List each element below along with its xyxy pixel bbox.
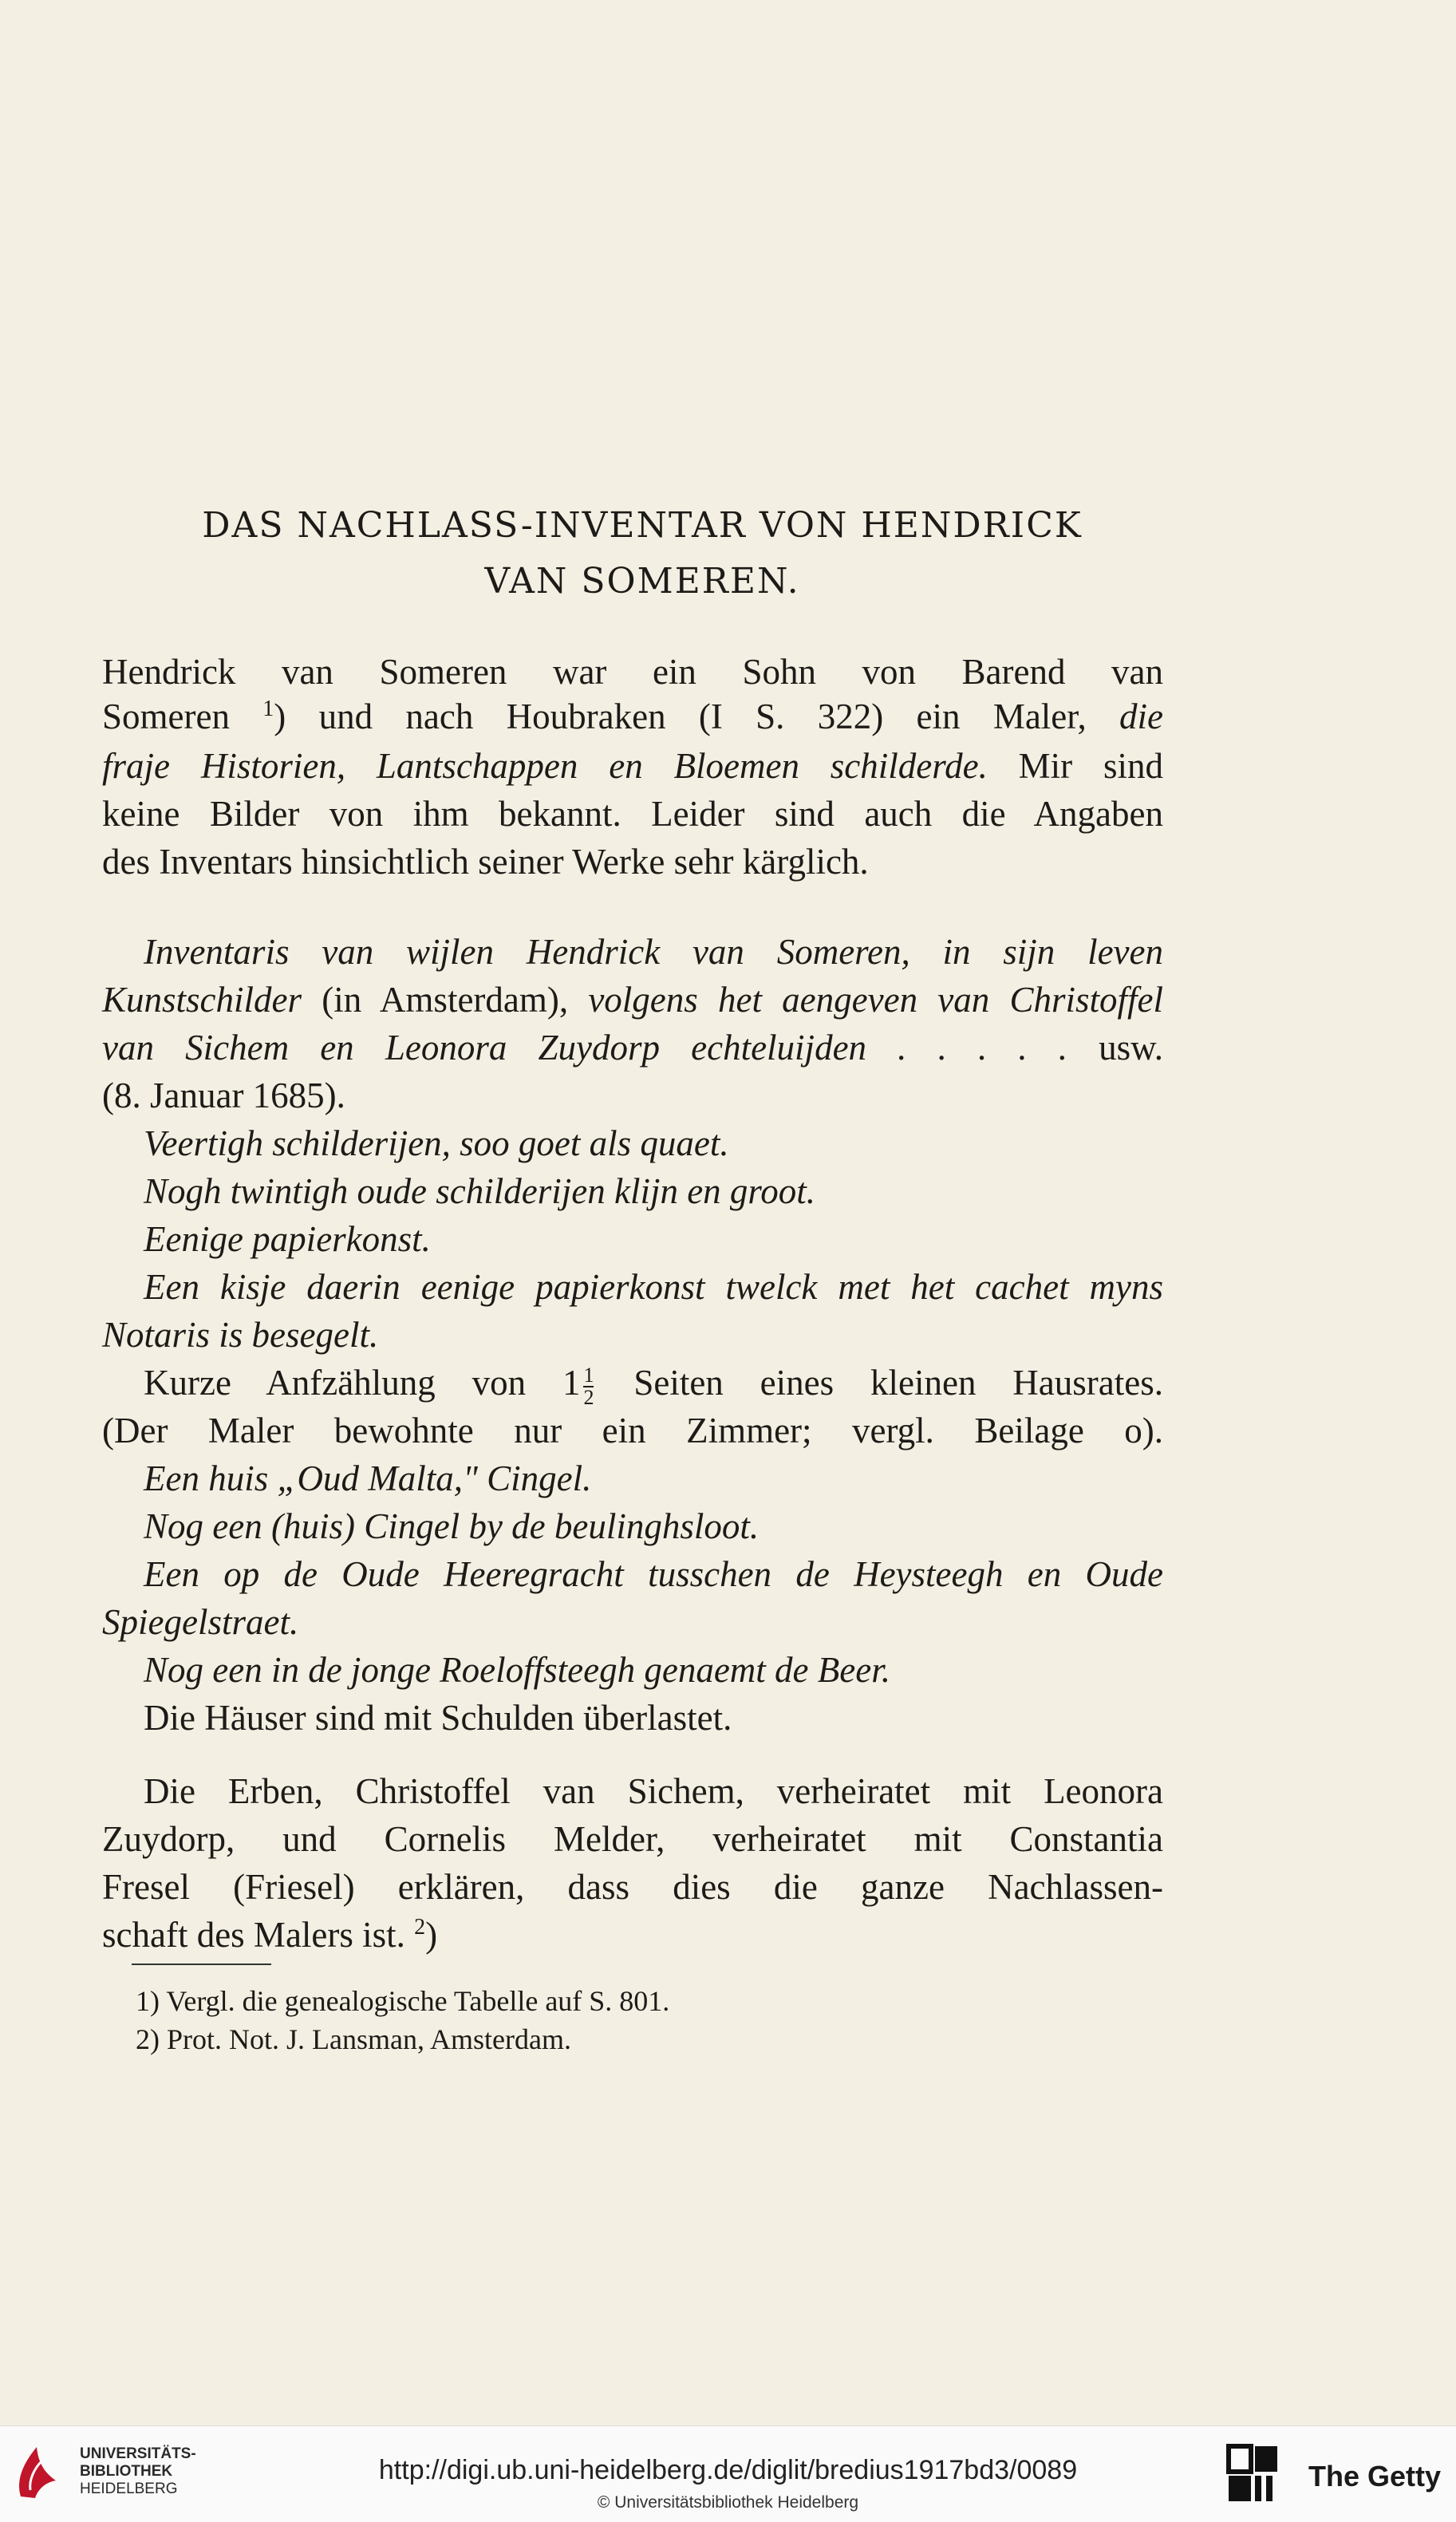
- inventory-line-14: Een op de Oude Heeregracht tusschen de Heysteegh en Oude: [144, 1554, 1163, 1594]
- inventory-line-15: Spiegelstraet.: [102, 1602, 299, 1642]
- inventory-line-10: Kurze Anfzählung von 1 $\frac{1}{2}$ Seiten eines kleinen Hausrates.: [144, 1363, 1163, 1409]
- document-url-link[interactable]: http://digi.ub.uni-heidelberg.de/diglit/bredius1917bd3/0089: [378, 2455, 1078, 2485]
- inventory-line-4: (8. Januar 1685).: [102, 1076, 345, 1115]
- footer-bar: [0, 2425, 1456, 2522]
- para2-line-4: schaft des Malers ist. $^2$): [102, 1915, 438, 1955]
- getty-name: The Getty: [1308, 2460, 1442, 2492]
- inventory-line-17: Die Häuser sind mit Schulden überlastet.: [144, 1698, 732, 1738]
- fraction-one-half: $\frac{1}{2}$: [583, 1363, 594, 1409]
- inventory-line-8: Een kisje daerin eenige papierkonst twelck met het cachet myns: [144, 1267, 1163, 1307]
- footnote-1: 1) Vergl. die genealogische Tabelle auf S. 801.: [136, 1985, 670, 2017]
- inventory-line-2: Kunstschilder (in Amsterdam), volgens het aengeven van Christoffel: [102, 980, 1163, 1020]
- inventory-line-6: Nogh twintigh oude schilderijen klijn en groot.: [144, 1171, 816, 1211]
- copyright-notice: © Universitätsbibliothek Heidelberg: [597, 2493, 859, 2512]
- para1-line-5: des Inventars hinsichtlich seiner Werke sehr kärglich.: [102, 842, 869, 882]
- para2-line-3: Fresel (Friesel) erklären, dass dies die ganze Nachlassen-: [102, 1867, 1163, 1907]
- para2-line-2: Zuydorp, und Cornelis Melder, verheiratet mit Constantia: [102, 1819, 1163, 1859]
- getty-logo-icon: [1225, 2442, 1280, 2506]
- inventory-line-1: Inventaris van wijlen Hendrick van Someren, in sijn leven: [144, 932, 1163, 972]
- para1-line-2: Someren $^1$) und nach Houbraken (I S. 322) ein Maler, die: [102, 697, 1163, 736]
- para1-line-4: keine Bilder von ihm bekannt. Leider sind auch die Angaben: [102, 794, 1163, 834]
- inventory-line-9: Notaris is besegelt.: [102, 1315, 379, 1355]
- inventory-line-5: Veertigh schilderijen, soo goet als quaet.: [144, 1123, 729, 1163]
- inventory-line-11: (Der Maler bewohnte nur ein Zimmer; vergl. Beilage o).: [102, 1411, 1163, 1450]
- footnote-ref-2: 2: [414, 1915, 426, 1940]
- para1-line-3: fraje Historien, Lantschappen en Bloemen schilderde. Mir sind: [102, 746, 1164, 786]
- inventory-line-16: Nog een in de jonge Roeloffsteegh genaemt de Beer.: [144, 1650, 890, 1690]
- title-line-2: VAN SOMEREN.: [484, 561, 800, 602]
- para2-line-1: Die Erben, Christoffel van Sichem, verheiratet mit Leonora: [144, 1771, 1163, 1811]
- inventory-line-12: Een huis „Oud Malta," Cingel.: [144, 1458, 592, 1498]
- footnote-2: 2) Prot. Not. J. Lansman, Amsterdam.: [136, 2023, 571, 2055]
- inventory-line-7: Eenige papierkonst.: [144, 1219, 431, 1259]
- para1-line-1: Hendrick van Someren war ein Sohn von Barend van: [102, 652, 1163, 692]
- inventory-line-13: Nog een (huis) Cingel by de beulinghsloot.: [144, 1506, 760, 1546]
- inventory-line-3: van Sichem en Leonora Zuydorp echteluijden . . . . . usw.: [102, 1028, 1163, 1068]
- footnote-divider: [132, 1964, 271, 1965]
- title-line-1: DAS NACHLASS-INVENTAR VON HENDRICK: [202, 505, 1083, 546]
- library-name: UNIVERSITÄTS- BIBLIOTHEK HEIDELBERG: [80, 2445, 196, 2497]
- footnote-ref-1: 1: [262, 697, 274, 721]
